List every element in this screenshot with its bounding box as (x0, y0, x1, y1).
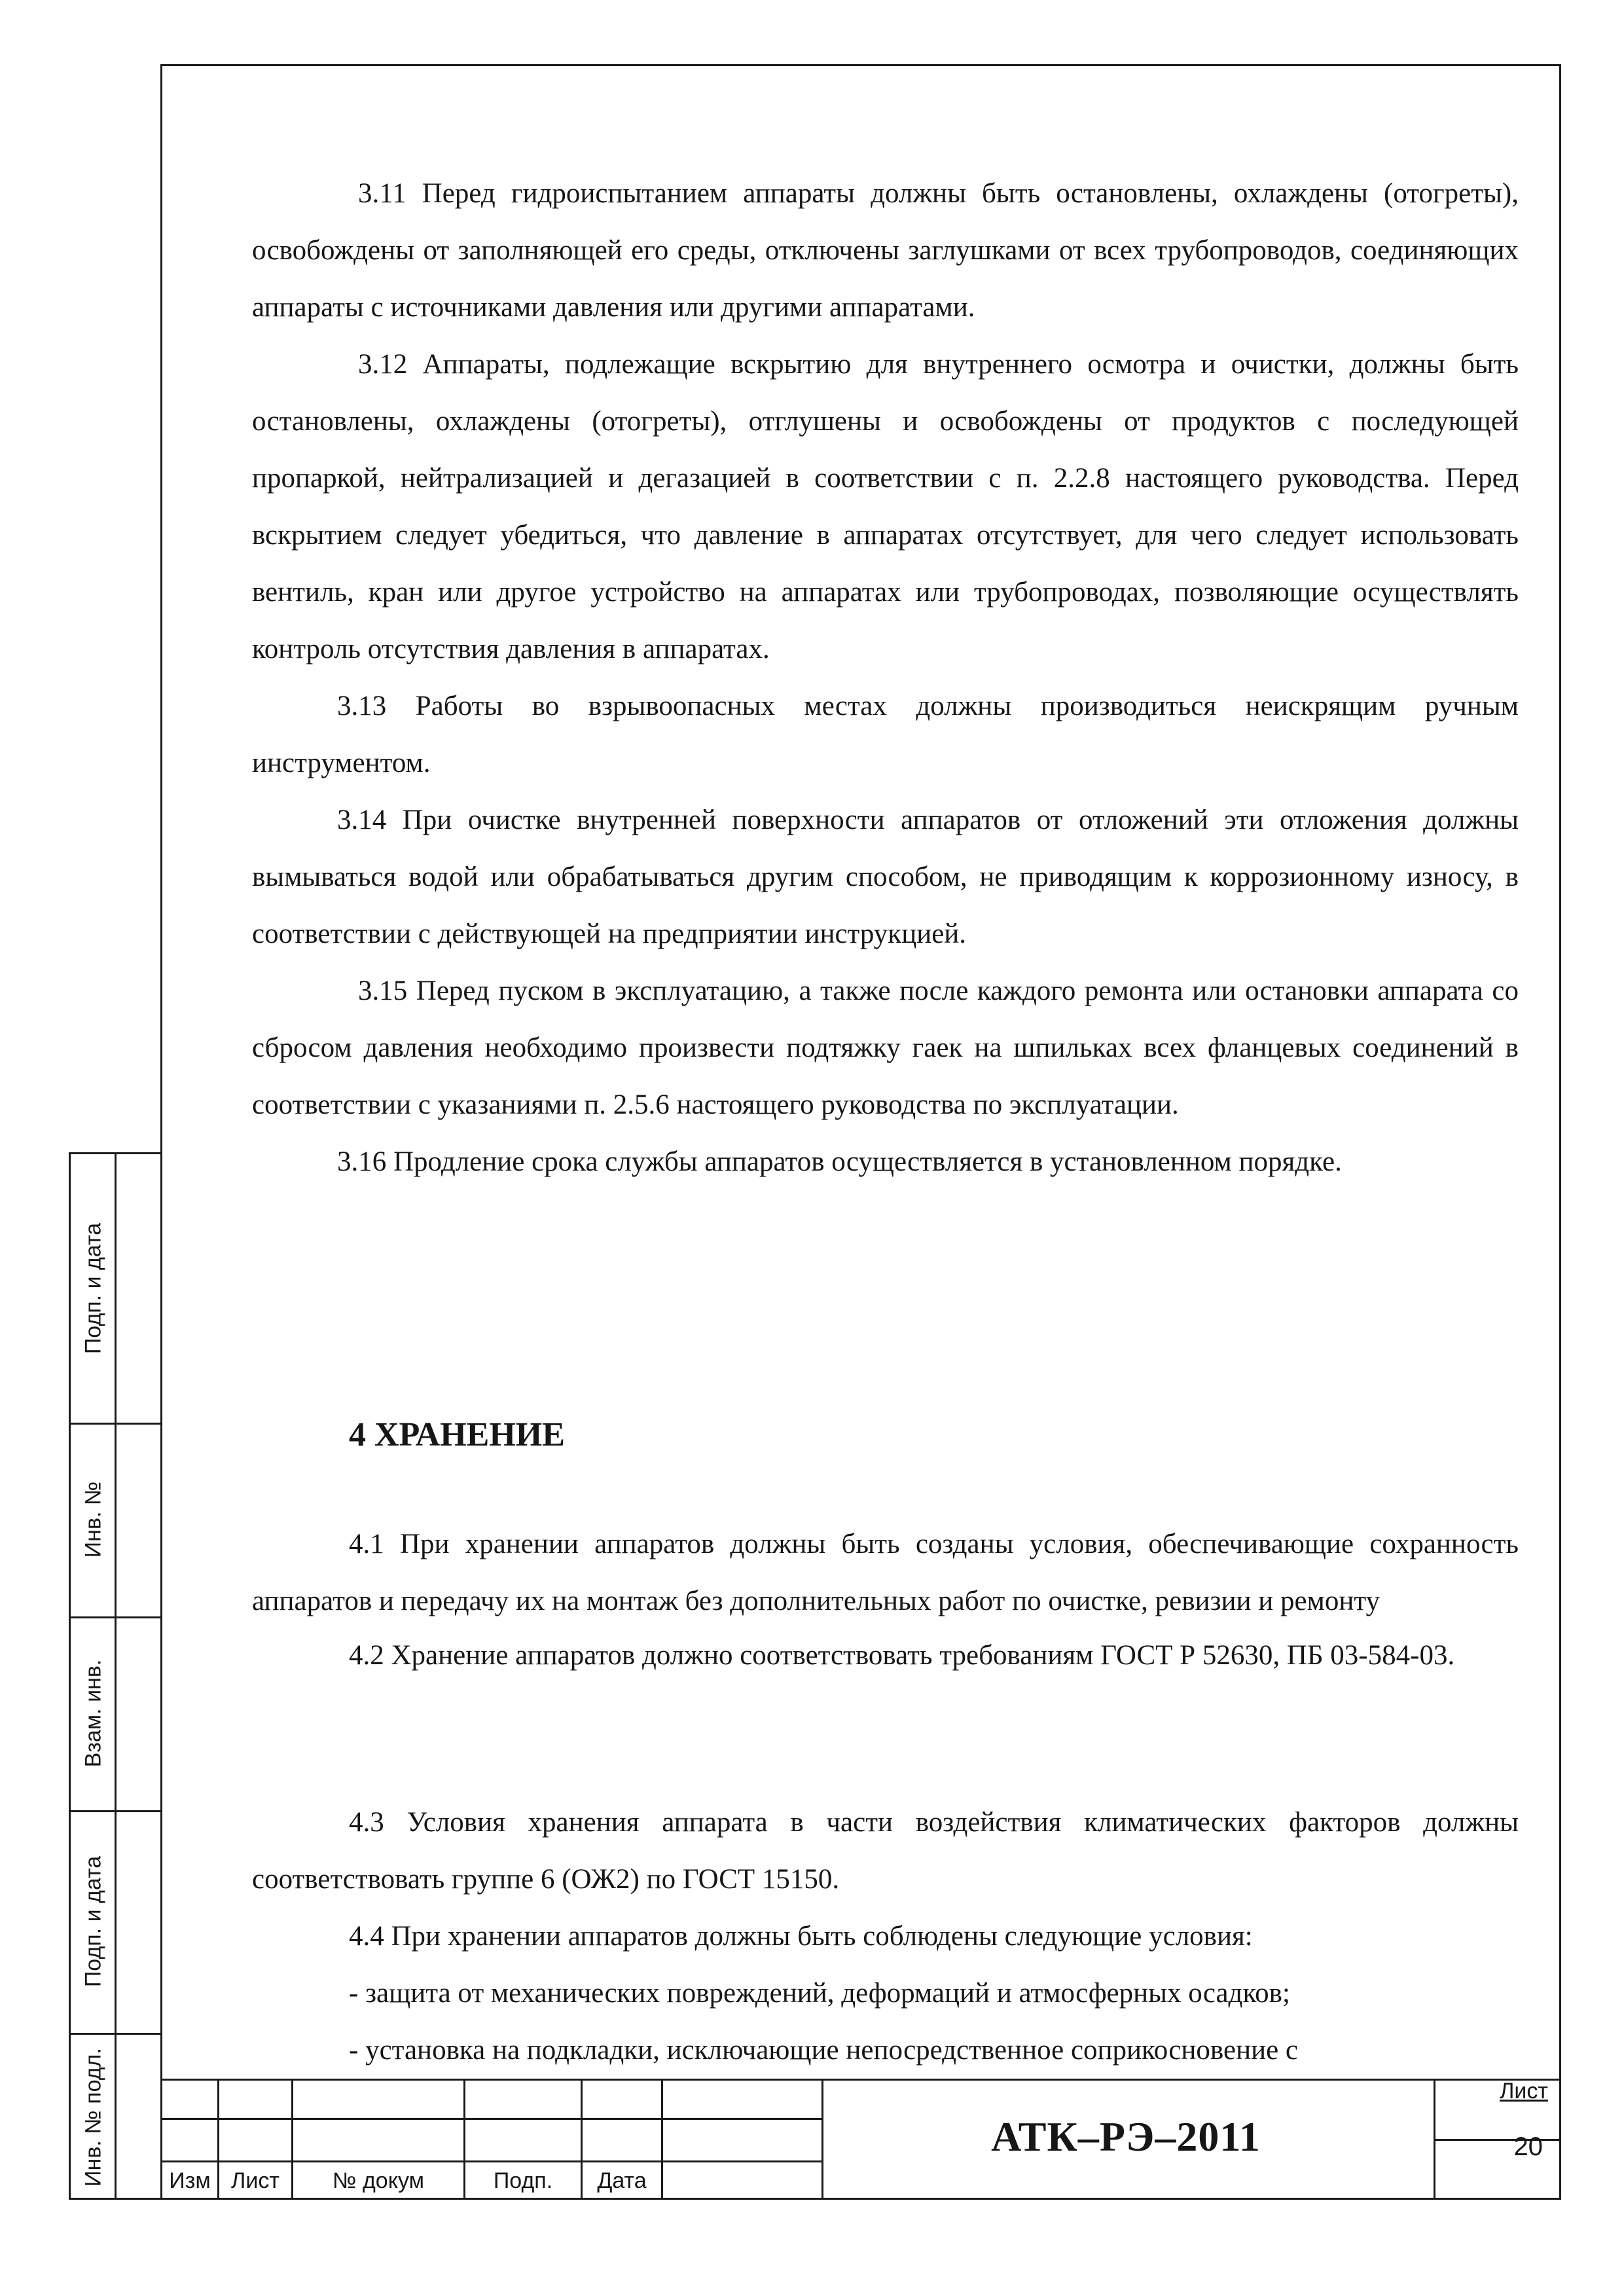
title-block-row-line (160, 2160, 821, 2162)
caption-podp: Подп. (493, 2168, 553, 2193)
side-label-inv-no-podl: Инв. № подл. (81, 2048, 106, 2187)
section-heading: 4 ХРАНЕНИЕ (349, 1416, 565, 1453)
paragraph-3-16: 3.16 Продление срока службы аппаратов осуществляется в установленном порядке. (337, 1146, 1342, 1177)
side-label-podp-data: Подп. и дата (81, 1222, 106, 1355)
side-cell-vzam-inv (71, 1616, 117, 1810)
document-code: АТК–РЭ–2011 (991, 2113, 1261, 2160)
paragraph-4-2: 4.2 Хранение аппаратов должно соответствовать требованиям ГОСТ Р 52630, ПБ 03-584-03. (349, 1640, 1455, 1671)
caption-data: Дата (597, 2168, 647, 2193)
sheet-caption: Лист (1500, 2079, 1548, 2104)
caption-no-dokum: № докум (333, 2168, 424, 2193)
paragraph-3-15: 3.15 Перед пуском в эксплуатацию, а также после каждого ремонта или остановки аппарата со сбросом давления необходимо произвести подтяжку гаек на шпильках всех фланцевых соединений в соответствии с указаниями п. 2.5.6 настоящего руководства по эксплуатации. (252, 975, 1519, 1120)
section-4-text (252, 1516, 1519, 1682)
title-block-row-line (160, 2118, 821, 2120)
title-block (160, 2079, 1561, 2200)
paragraph-3-11: 3.11 Перед гидроиспытанием аппараты должны быть остановлены, охлаждены (отогреты), освобождены от заполняющей его среды, отключены заглушками от всех трубопроводов, соединяющих аппараты с источниками давления или другими аппаратами. (252, 178, 1519, 323)
side-label-vzam-inv: Взам. инв. (81, 1659, 106, 1768)
side-cell-podp-data-1 (71, 1154, 117, 1423)
caption-list: Лист (231, 2168, 280, 2193)
section-4-heading-wrap (252, 1406, 1519, 1463)
paragraph-4-1: 4.1 При хранении аппаратов должны быть созданы условия, обеспечивающие сохранность аппаратов и передачу их на монтаж без дополнительных работ по очистке, ревизии и ремонту (252, 1529, 1519, 1616)
paragraph-3-12: 3.12 Аппараты, подлежащие вскрытию для внутреннего осмотра и очистки, должны быть остановлены, охлаждены (отогреты), отглушены и освобождены от продуктов с последующей пропаркой, нейтрализацией и дегазацией в соответствии с п. 2.2.8 настоящего руководства. Перед вскрытием следует убедиться, что давление в аппаратах отсутствует, для чего следует использовать вентиль, кран или другое устройство на аппаратах или трубопроводах, позволяющие осуществлять контроль отсутствия давления в аппаратах. (252, 349, 1519, 665)
sheet-number: 20 (1513, 2132, 1543, 2161)
side-cell-podp-data-2 (71, 1810, 117, 2033)
bullet-2: - установка на подкладки, исключающие непосредственное соприкосновение с (349, 2035, 1299, 2066)
side-stamp (69, 1152, 160, 2200)
paragraph-4-4: 4.4 При хранении аппаратов должны быть соблюдены следующие условия: (349, 1921, 1253, 1952)
paragraph-3-14: 3.14 При очистке внутренней поверхности аппаратов от отложений эти отложения должны вымываться водой или обрабатываться другим способом, не приводящим к коррозионному износу, в соответствии с действующей на предприятии инструкцией. (252, 805, 1519, 949)
bullet-1: - защита от механических повреждений, деформаций и атмосферных осадков; (349, 1978, 1290, 2009)
side-label-inv-no: Инв. № (81, 1481, 106, 1558)
side-label-podp-data: Подп. и дата (81, 1855, 106, 1988)
paragraph-3-13: 3.13 Работы во взрывоопасных местах должны производиться неискрящим ручным инструментом. (252, 691, 1519, 778)
paragraph-4-3: 4.3 Условия хранения аппарата в части воздействия климатических факторов должны соответствовать группе 6 (ОЖ2) по ГОСТ 15150. (252, 1807, 1519, 1895)
caption-izm: Изм (169, 2168, 211, 2193)
title-block-top-line (160, 2079, 1561, 2081)
section-3-text (252, 165, 1519, 1190)
side-cell-inv-no (71, 1423, 117, 1616)
title-block-column-line (661, 2079, 663, 2200)
side-cell-inv-no-podl (71, 2033, 117, 2202)
section-4-text-2 (252, 1794, 1519, 2079)
